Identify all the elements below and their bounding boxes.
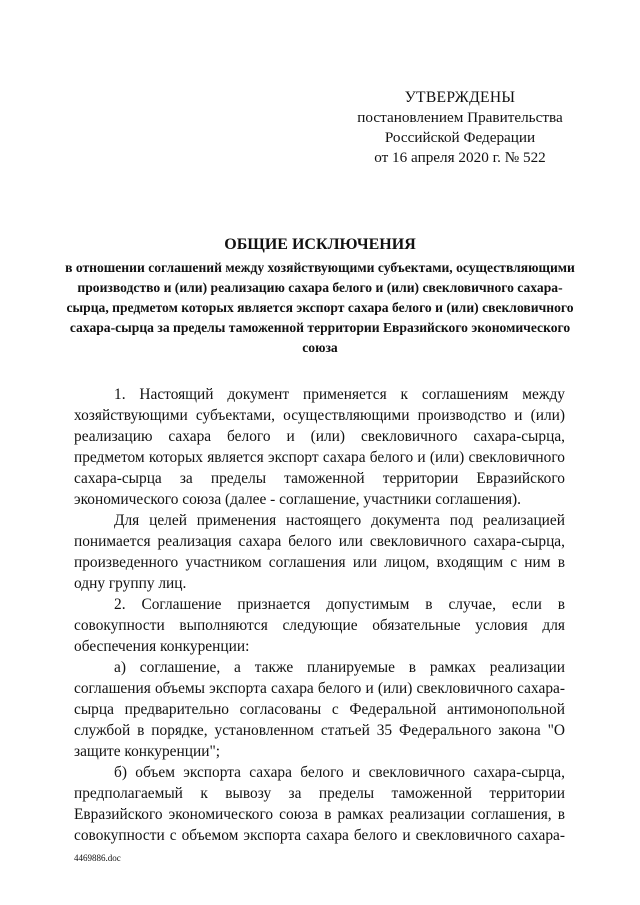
approval-line-1: постановлением Правительства <box>357 109 563 126</box>
document-title-block <box>60 234 580 358</box>
approval-line-2: Российской Федерации <box>384 129 536 146</box>
paragraph-3: 2. Соглашение признается допустимым в случае, если в совокупности выполняются следующие обязательные условия для обеспечения конкуренции: <box>74 596 565 655</box>
approval-title: УТВЕРЖДЕНЫ <box>404 89 516 106</box>
document-title: ОБЩИЕ ИСКЛЮЧЕНИЯ <box>224 236 416 253</box>
approval-line-3: от 16 апреля 2020 г. № 522 <box>374 149 546 166</box>
paragraph-5: б) объем экспорта сахара белого и свекловичного сахара-сырца, предполагаемый к вывозу за пределы таможенной территории Евразийского экономического союза в рамках реализации соглашения, в совокупности с объемом экспорта сахара белого и свекловичного сахара- <box>74 764 565 844</box>
document-file-code: 4469886.doc <box>74 853 121 863</box>
document-subtitle: в отношении соглашений между хозяйствующими субъектами, осуществляющими производство и (или) реализацию сахара белого и (или) свекловичного сахара-сырца, предметом которых является экспорт сахара белого и (или) свекловичного сахара-сырца за пределы таможенной территории Евразийского экономического союза <box>65 260 575 355</box>
document-body <box>74 384 565 846</box>
paragraph-1: 1. Настоящий документ применяется к соглашениям между хозяйствующими субъектами, осуществляющими производство и (или) реализацию сахара белого и (или) свекловичного сахара-сырца, предметом которых является экспорт сахара белого и (или) свекловичного сахара-сырца за пределы таможенной территории Евразийского экономического союза (далее - соглашение, участники соглашения). <box>74 386 565 508</box>
paragraph-2: Для целей применения настоящего документа под реализацией понимается реализация сахара белого или свекловичного сахара-сырца, произведенного участником соглашения или лицом, входящим с ним в одну группу лиц. <box>74 512 565 592</box>
paragraph-4: а) соглашение, а также планируемые в рамках реализации соглашения объемы экспорта сахара белого и (или) свекловичного сахара-сырца предварительно согласованы с Федеральной антимонопольной службой в порядке, установленном статьей 35 Федерального закона "О защите конкуренции"; <box>74 659 565 760</box>
approval-block <box>340 88 580 168</box>
